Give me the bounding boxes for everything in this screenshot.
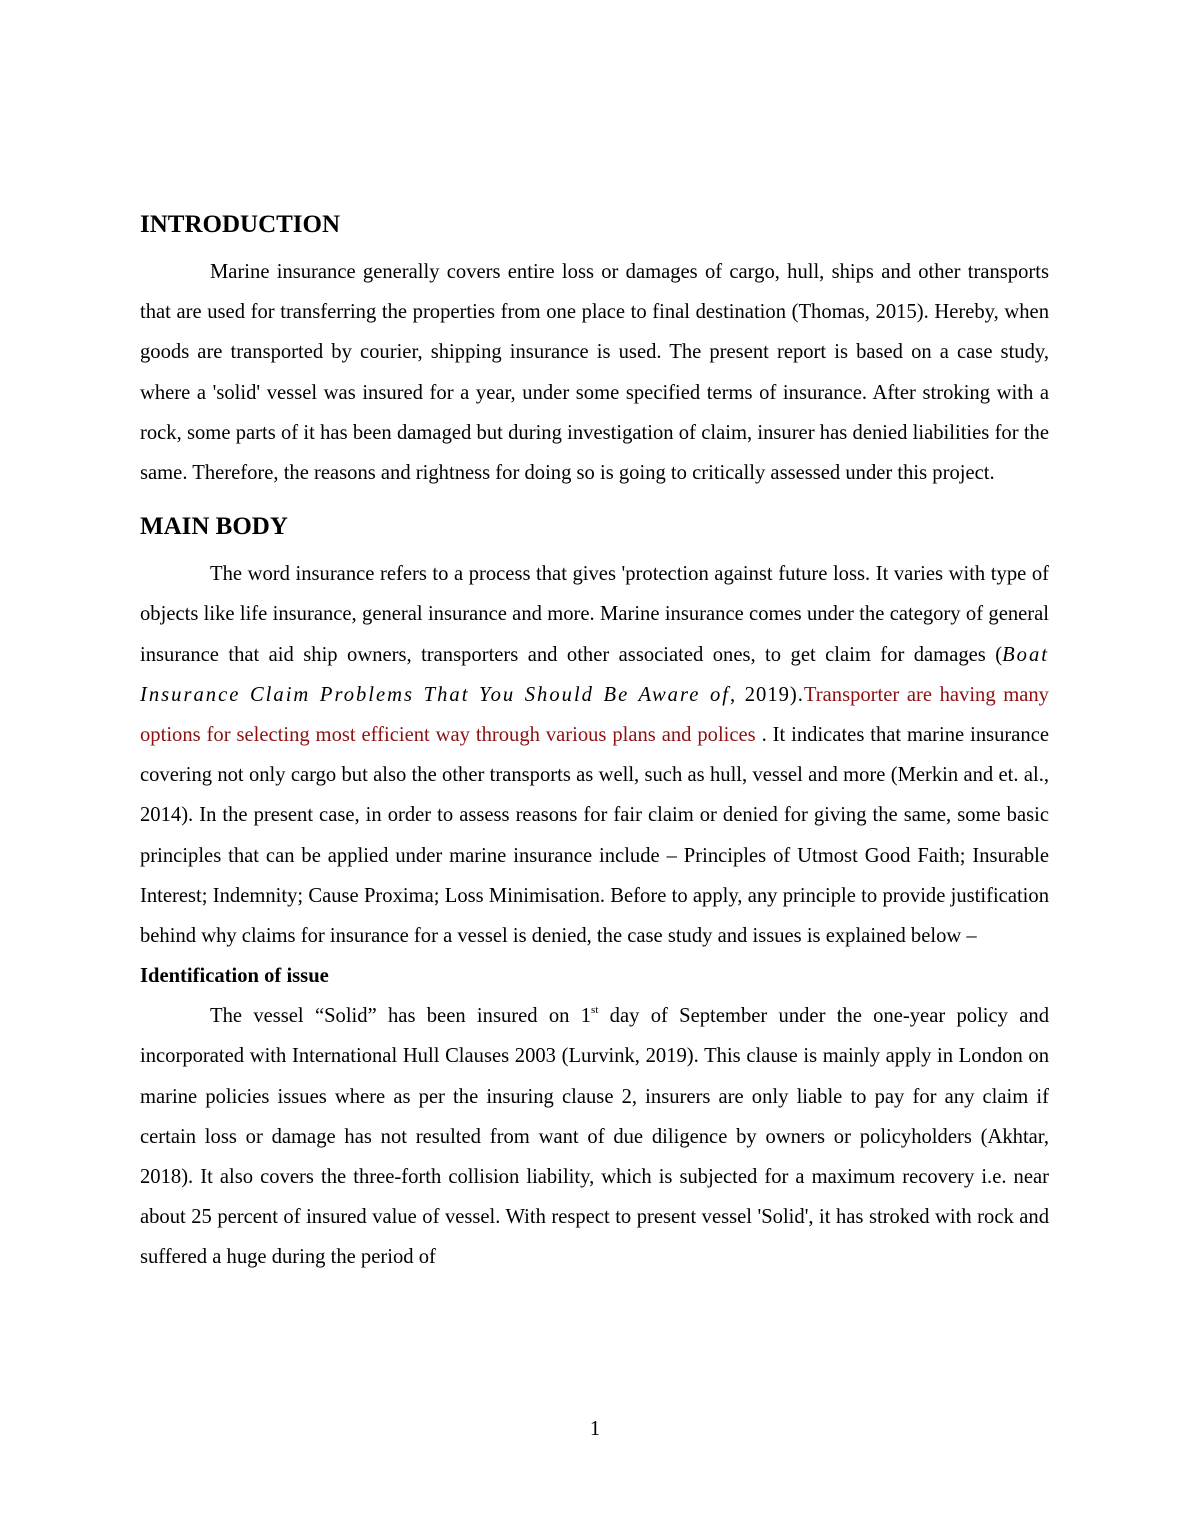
introduction-paragraph: Marine insurance generally covers entire loss or damages of cargo, hull, ships and other transports that are used for transferring the properties from one place to final destination (Thomas, 2015). Hereby, when goods are transported by courier, shipping insurance is used. The present report is based on a case study, where a 'solid' vessel was insured for a year, under some specified terms of insurance. After stroking with a rock, some parts of it has been damaged but during investigation of claim, insurer has denied liabilities for the same. Therefore, the reasons and rightness for doing so is going to critically assessed under this project. xyxy=(140,261,1049,485)
citation-title: Boat Insurance Claim Problems That You Should Be Aware of xyxy=(140,643,1049,706)
main-body-heading: MAIN BODY xyxy=(140,513,288,541)
issue-text-start: The vessel “Solid” has been insured on 1 xyxy=(210,1005,592,1028)
identification-of-issue-heading: Identification of issue xyxy=(140,965,329,988)
issue-text-end: day of September under the one-year policy and incorporated with International Hull Clauses 2003 (Lurvink, 2019). This clause is mainly apply in London on marine policies issues where as per the insuring clause 2, insurers are only liable to pay for any claim if certain loss or damage has not resulted from want of due diligence by owners or policyholders (Akhtar, 2018). It also covers the three-forth collision liability, which is subjected for a maximum recovery i.e. near about 25 percent of insured value of vessel. With respect to present vessel 'Solid', it has stroked with rock and suffered a huge during the period of xyxy=(140,1005,1050,1269)
main-body-paragraph xyxy=(140,554,1049,956)
issue-paragraph xyxy=(140,996,1049,1277)
main-body-text-end: . It indicates that marine insurance covering not only cargo but also the other transports as well, such as hull, vessel and more (Merkin and et. al., 2014). In the present case, in order to assess reasons for fair claim or denied for giving the same, some basic principles that can be applied under marine insurance include – Principles of Utmost Good Faith; Insurable Interest; Indemnity; Cause Proxima; Loss Minimisation. Before to apply, any principle to provide justification behind why claims for insurance for a vessel is denied, the case study and issues is explained below – xyxy=(140,724,1050,948)
main-body-text-start: The word insurance refers to a process that gives 'protection against future loss. It varies with type of objects like life insurance, general insurance and more. Marine insurance comes under the category of general insurance that aid ship owners, transporters and other associated ones, to get claim for damages ( xyxy=(140,563,1049,666)
citation-year: , 2019). xyxy=(729,683,804,706)
page-number: 1 xyxy=(589,1418,601,1440)
introduction-heading: INTRODUCTION xyxy=(140,211,341,238)
highlighted-red-text: Transporter are having many options for selecting most efficient way through various plans and polices xyxy=(140,683,1049,747)
document-page xyxy=(140,205,1049,1278)
ordinal-superscript: st xyxy=(591,1004,599,1017)
